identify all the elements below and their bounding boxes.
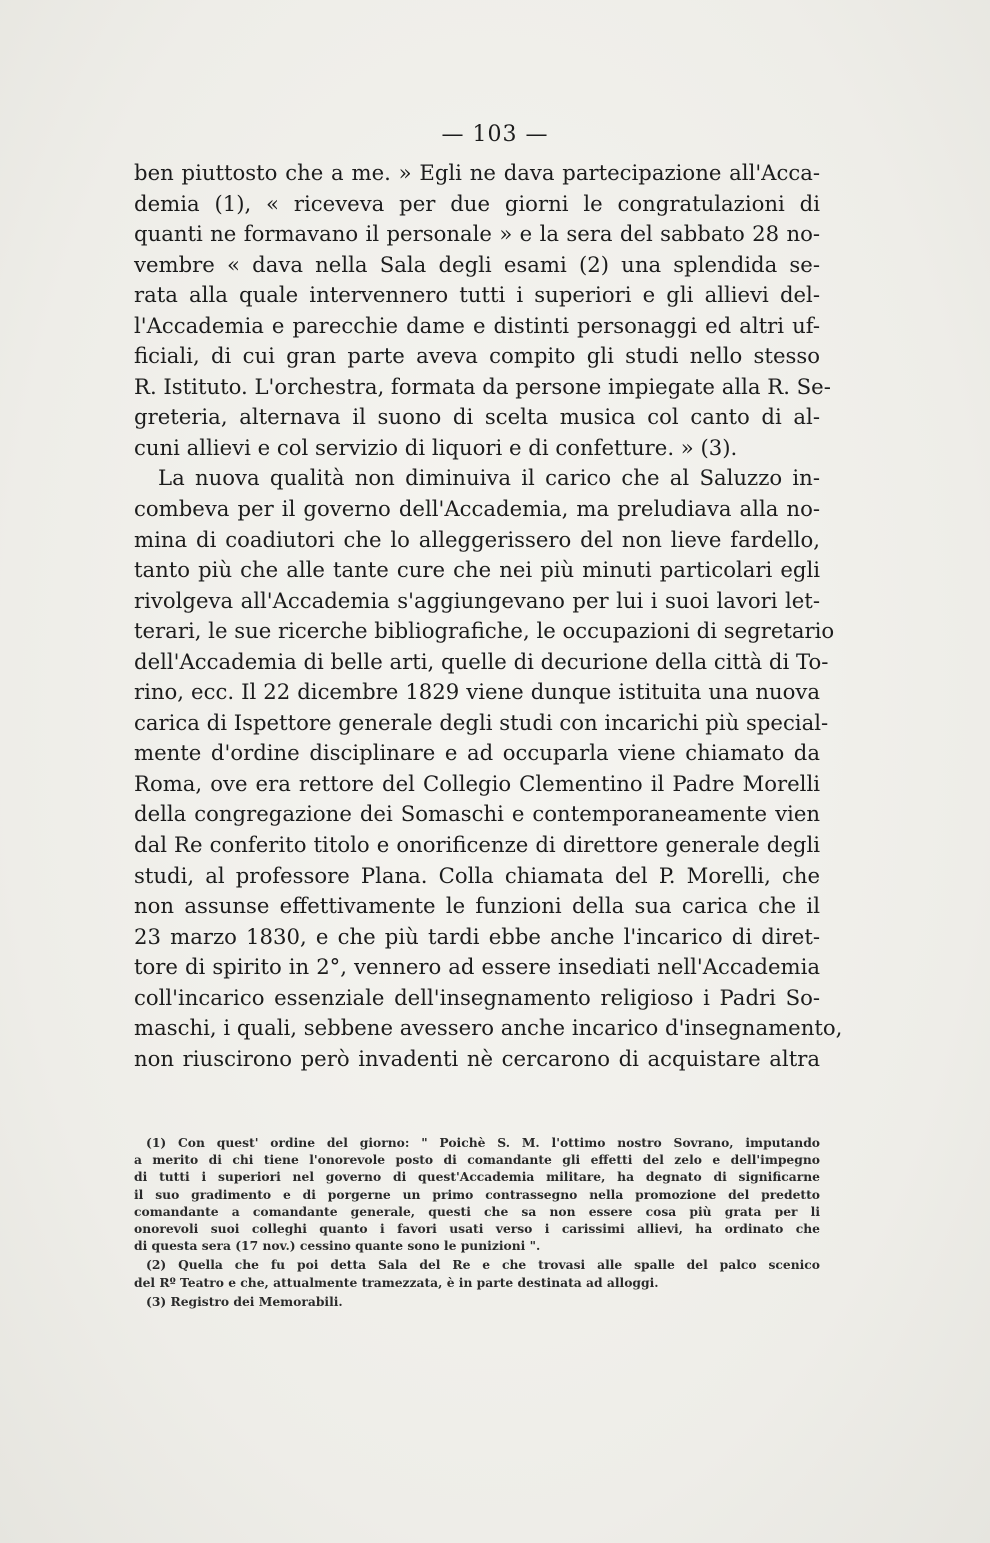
text-line: La nuova qualità non diminuiva il carico che al Saluzzo in- bbox=[158, 465, 820, 491]
text-line: 23 marzo 1830, e che più tardi ebbe anche l'incarico di diret- bbox=[134, 923, 820, 949]
text-line: greteria, alternava il suono di scelta musica col canto di al- bbox=[134, 404, 820, 430]
text-line: mente d'ordine disciplinare e ad occuparla viene chiamato da bbox=[134, 740, 820, 766]
text-line: l'Accademia e parecchie dame e distinti personaggi ed altri uf- bbox=[134, 312, 820, 338]
text-line: dell'Accademia di belle arti, quelle di decurione della città di To- bbox=[134, 648, 829, 674]
text-line: tore di spirito in 2°, vennero ad essere insediati nell'Accademia bbox=[134, 954, 820, 980]
footnote-1-line: il suo gradimento e di porgerne un primo contrassegno nella promozione del predetto bbox=[134, 1186, 820, 1202]
footnotes bbox=[134, 1134, 820, 1310]
page-number: — 103 — bbox=[441, 122, 549, 147]
text-line: Roma, ove era rettore del Collegio Clementino il Padre Morelli bbox=[134, 770, 820, 796]
text-line: R. Istituto. L'orchestra, formata da persone impiegate alla R. Se- bbox=[134, 373, 831, 399]
footnote-1-line: a merito di chi tiene l'onorevole posto di comandante gli effetti del zelo e dell'impegno bbox=[134, 1152, 820, 1168]
footnote-2-line: del Rº Teatro e che, attualmente tramezzata, è in parte destinata ad alloggi. bbox=[134, 1274, 659, 1290]
text-line: rino, ecc. Il 22 dicembre 1829 viene dunque istituita una nuova bbox=[134, 679, 820, 705]
text-line: vembre « dava nella Sala degli esami (2) una splendida se- bbox=[134, 251, 820, 277]
text-line: ficiali, di cui gran parte aveva compito gli studi nello stesso bbox=[134, 343, 820, 369]
footnote-1-line: comandante a comandante generale, questi che sa non essere cosa più grata per li bbox=[134, 1203, 820, 1219]
footnote-1-line: di tutti i superiori nel governo di quest'Accademia militare, ha degnato di significarne bbox=[134, 1169, 820, 1185]
text-line: combeva per il governo dell'Accademia, ma preludiava alla no- bbox=[134, 496, 820, 522]
body-text bbox=[134, 158, 843, 1074]
text-line: mina di coadiutori che lo alleggerissero del non lieve fardello, bbox=[134, 526, 820, 552]
footnote-1-line: (1) Con quest' ordine del giorno: " Poichè S. M. l'ottimo nostro Sovrano, imputando bbox=[146, 1135, 820, 1150]
footnote-1-line: di questa sera (17 nov.) cessino quante sono le punizioni ". bbox=[134, 1238, 541, 1254]
footnote-1-line: onorevoli suoi colleghi quanto i favori usati verso i carissimi allievi, ha ordinato che bbox=[134, 1220, 820, 1236]
text-line: rivolgeva all'Accademia s'aggiungevano per lui i suoi lavori let- bbox=[134, 587, 820, 613]
text-line: studi, al professore Plana. Colla chiamata del P. Morelli, che bbox=[134, 862, 820, 888]
text-line: quanti ne formavano il personale » e la sera del sabbato 28 no- bbox=[134, 221, 820, 247]
text-line: carica di Ispettore generale degli studi con incarichi più special- bbox=[134, 709, 829, 735]
text-line: della congregazione dei Somaschi e contemporaneamente vien bbox=[134, 801, 820, 827]
text-line: coll'incarico essenziale dell'insegnamento religioso i Padri So- bbox=[134, 984, 820, 1010]
footnote-3-line: (3) Registro dei Memorabili. bbox=[146, 1293, 343, 1309]
footnote-2-line: (2) Quella che fu poi detta Sala del Re e che trovasi alle spalle del palco scenico bbox=[146, 1257, 820, 1273]
text-line: cuni allievi e col servizio di liquori e di confetture. » (3). bbox=[134, 434, 738, 460]
text-line: non assunse effettivamente le funzioni della sua carica che il bbox=[134, 893, 820, 919]
text-line: maschi, i quali, sebbene avessero anche incarico d'insegnamento, bbox=[134, 1015, 843, 1041]
text-line: non riuscirono però invadenti nè cercarono di acquistare altra bbox=[134, 1045, 820, 1071]
text-line: demia (1), « riceveva per due giorni le congratulazioni di bbox=[134, 190, 820, 216]
text-line: ben piuttosto che a me. » Egli ne dava partecipazione all'Acca- bbox=[134, 160, 820, 185]
text-line: terari, le sue ricerche bibliografiche, le occupazioni di segretario bbox=[134, 618, 835, 644]
text-line: dal Re conferito titolo e onorificenze di direttore generale degli bbox=[134, 832, 820, 858]
text-line: rata alla quale intervennero tutti i superiori e gli allievi del- bbox=[134, 282, 820, 308]
text-line: tanto più che alle tante cure che nei più minuti particolari egli bbox=[134, 557, 820, 583]
